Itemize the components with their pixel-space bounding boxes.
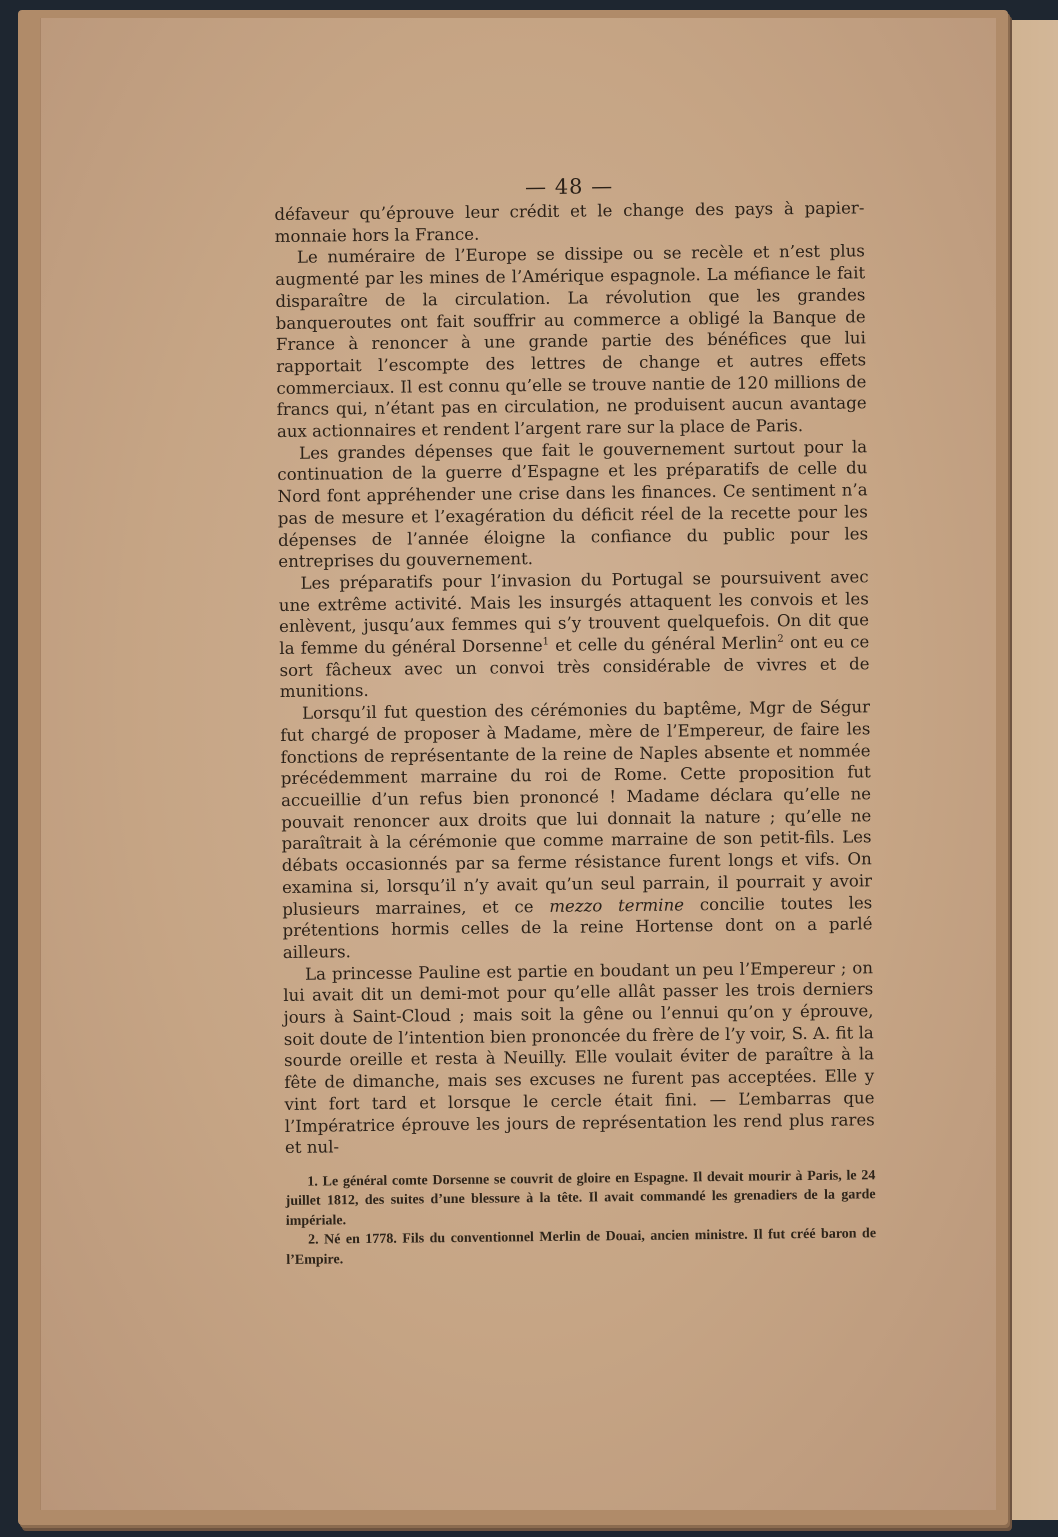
paragraph: défaveur qu’éprouve leur crédit et le change des pays à papier-monnaie hors la France. (274, 198, 865, 246)
footnote-ref-1: 1 (542, 636, 550, 648)
adjacent-page-edge (1000, 20, 1058, 1520)
body-text (274, 197, 875, 1159)
footnote-2: 2. Né en 1778. Fils du conventionnel Merlin de Douai, ancien ministre. Il fut créé baron de l’Empire. (286, 1226, 877, 1268)
paragraph: Les grandes dépenses que fait le gouvernement surtout pour la continuation de la guerre d’Espagne et les préparatifs de celle du Nord font appréhender une crise dans les finances. Ce sentiment n’a pas de mesure et l’exagération du déficit réel de la recette pour les dépenses de l’année éloigne la confiance du public pour les entreprises du gouvernement. (277, 437, 869, 572)
footnote-ref-2: 2 (777, 633, 784, 645)
footnotes (285, 1166, 876, 1270)
page-content (274, 171, 876, 1270)
italic-phrase: mezzo termine (549, 894, 685, 916)
paragraph: La princesse Pauline est partie en boudant un peu l’Empereur ; on lui avait dit un demi-mot pour qu’elle allât passer les trois derniers jours à Saint-Cloud ; mais soit la gêne ou l’ennui qu’on y éprouve, soit doute de l’intention bien prononcée du frère de l’y voir, S. A. fit la sourde oreille et resta à Neuilly. Elle voulait éviter de paraître à la fête de dimanche, mais ses excuses ne furent pas acceptées. Elle y vint fort tard et lorsque le cercle était fini. — L’embarras que l’Impératrice éprouve les jours de représentation les rend plus rares et nul- (283, 957, 875, 1158)
page-number: — 48 — (524, 174, 614, 200)
paragraph: Le numéraire de l’Europe se dissipe ou se recèle et n’est plus augmenté par les mines de l’Amérique espagnole. La méfiance le fait disparaître de la circulation. La révolution que les grandes banqueroutes ont fait souffrir au commerce a obligé la Banque de France à renoncer à une grande partie des bénéfices que lui rapportait l’escompte des lettres de change et autres effets commerciaux. Il est connu qu’elle se trouve nantie de 120 millions de francs qui, n’étant pas en circulation, ne produisent aucun avantage aux actionnaires et rendent l’argent rare sur la place de Paris. (275, 241, 867, 442)
paragraph: Les préparatifs pour l’invasion du Portugal se poursuivent avec une extrême activité. Mais les insurgés attaquent les convois et les enlèvent, jusqu’aux femmes qui s’y trouvent quelquefois. On dit que la femme du général Dorsenne$^1$ et celle du général Merlin$^2$ ont eu ce sort fâcheux avec un convoi très considérable de vivres et de munitions. (278, 567, 870, 702)
paragraph: Lorsqu’il fut question des cérémonies du baptême, Mgr de Ségur fut chargé de proposer à Madame, mère de l’Empereur, de faire les fonctions de représentante de la reine de Naples absente et nommée précédemment marraine du roi de Rome. Cette proposition fut accueillie d’un refus bien prononcé ! Madame déclara qu’elle ne pouvait renoncer aux droits que lui donnait la nature ; qu’elle ne paraîtrait à la cérémonie que comme marraine de son petit-fils. Les débats occasionnés par sa ferme résistance furent longs et vifs. On examina si, lorsqu’il n’y avait qu’un seul parrain, il pourrait y avoir plusieurs marraines, et ce mezzo termine concilie toutes les prétentions hormis celles de la reine Hortense dont on a parlé ailleurs. (280, 697, 873, 962)
footnote-1: 1. Le général comte Dorsenne se couvrit de gloire en Espagne. Il devait mourir à Paris, le 24 juillet 1812, des suites d’une blessure à la tête. Il avait commandé les grenadiers de la garde impériale. (285, 1168, 876, 1229)
